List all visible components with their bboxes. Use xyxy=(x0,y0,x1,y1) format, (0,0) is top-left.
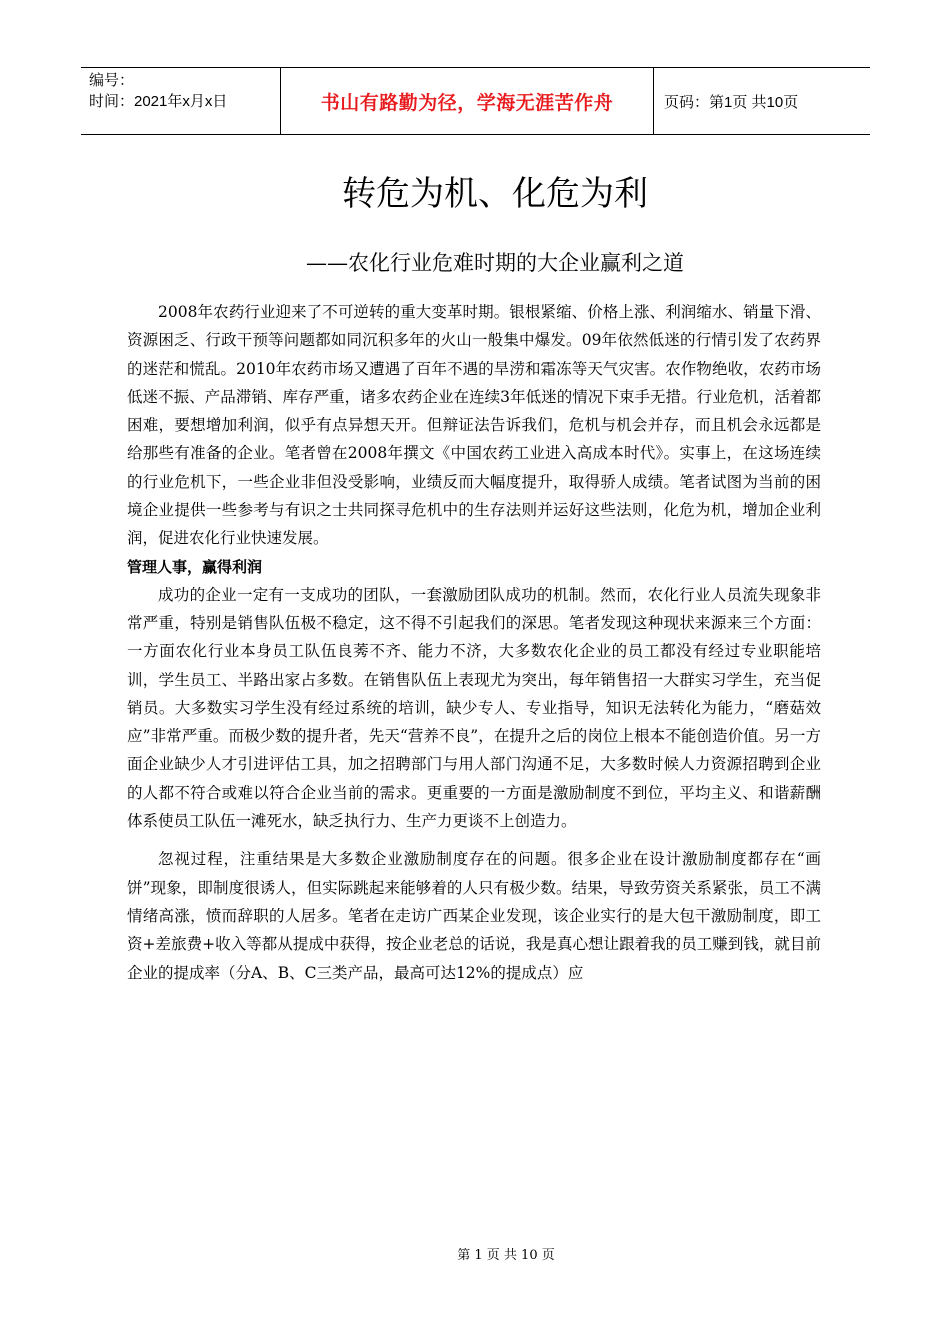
header-page-info: 页码：第1页 共10页 xyxy=(664,93,799,111)
page-header xyxy=(81,67,870,135)
document-date: 时间：2021年x月x日 xyxy=(89,93,228,110)
article-subtitle: ——农化行业危难时期的大企业赢利之道 xyxy=(306,251,684,275)
article-body xyxy=(127,298,821,987)
section-heading: 管理人事，赢得利润 xyxy=(127,557,263,576)
article-title: 转危为机、化危为利 xyxy=(342,174,648,214)
document-number-label: 编号： xyxy=(89,72,135,89)
header-motto: 书山有路勤为径，学海无涯苦作舟 xyxy=(281,68,654,134)
intro-paragraph: 2008年农药行业迎来了不可逆转的重大变革时期。银根紧缩、价格上涨、利润缩水、销量下滑、资源困乏、行政干预等问题都如同沉积多年的火山一般集中爆发。09年依然低迷的行情引发了农药界的迷茫和慌乱。2010年农药市场又遭遇了百年不遇的旱涝和霜冻等天气灾害。农作物绝收，农药市场低迷不振、产品滞销、库存严重，诸多农药企业在连续3年低迷的情况下束手无措。行业危机，活着都困难，要想增加利润，似乎有点异想天开。但辩证法告诉我们，危机与机会并存，而且机会永远都是给那些有准备的企业。笔者曾在2008年撰文《中国农药工业进入高成本时代》。实事上，在这场连续的行业危机下，一些企业非但没受影响，业绩反而大幅度提升，取得骄人成绩。笔者试图为当前的困境企业提供一些参考与有识之士共同探寻危机中的生存法则并运好这些法则，化危为机，增加企业利润，促进农化行业快速发展。 xyxy=(127,303,821,548)
header-meta xyxy=(81,68,281,134)
section-paragraph: 成功的企业一定有一支成功的团队，一套激励团队成功的机制。然而，农化行业人员流失现象非常严重，特别是销售队伍极不稳定，这不得不引起我们的深思。笔者发现这种现状来源来三个方面：一方面农化行业本身员工队伍良莠不齐、能力不济，大多数农化企业的员工都没有经过专业职能培训，学生员工、半路出家占多数。在销售队伍上表现尤为突出，每年销售招一大群实习学生，充当促销员。大多数实习学生没有经过系统的培训，缺少专人、专业指导，知识无法转化为能力，“磨菇效应”非常严重。而极少数的提升者，先天“营养不良”，在提升之后的岗位上根本不能创造价值。另一方面企业缺少人才引进评估工具，加之招聘部门与用人部门沟通不足，大多数时候人力资源招聘到企业的人都不符合或难以符合企业当前的需求。更重要的一方面是激励制度不到位，平均主义、和谐薪酬体系使员工队伍一滩死水，缺乏执行力、生产力更谈不上创造力。 xyxy=(127,585,821,831)
section-paragraph: 忽视过程，注重结果是大多数企业激励制度存在的问题。很多企业在设计激励制度都存在“画饼”现象，即制度很诱人，但实际跳起来能够着的人只有极少数。结果，导致劳资关系紧张，员工不满情绪高涨，愤而辞职的人居多。笔者在走访广西某企业发现，该企业实行的是大包干激励制度，即工资+差旅费+收入等都从提成中获得，按企业老总的话说，我是真心想让跟着我的员工赚到钱，就目前企业的提成率（分A、B、C三类产品，最高可达12%的提成点）应 xyxy=(127,850,821,982)
page-footer: 第 1 页 共 10 页 xyxy=(457,1248,555,1263)
